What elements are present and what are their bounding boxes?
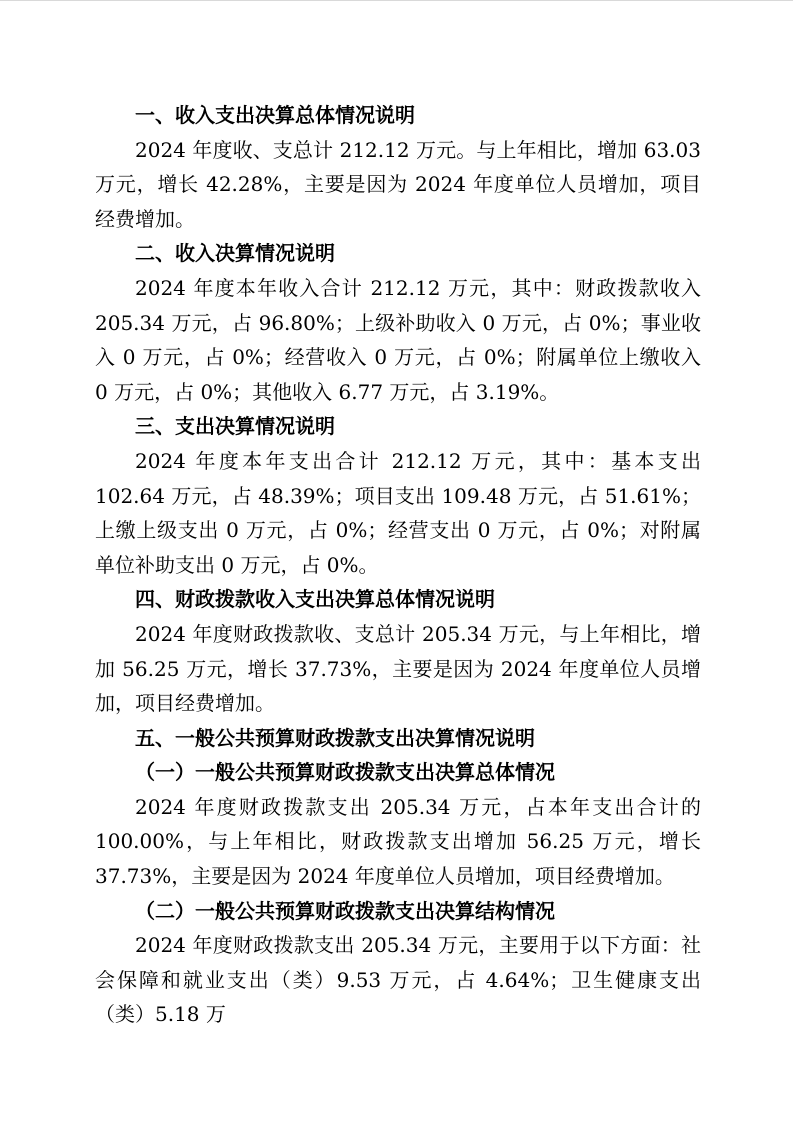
- para-general-budget-overall: 2024 年度财政拨款支出 205.34 万元，占本年支出合计的 100.00%，与上年相比，财政拨款支出增加 56.25 万元，增长 37.73%，主要是因为 2024 年度单位人员增加，项目经费增加。: [95, 794, 701, 889]
- heading-income-expenditure-overview: 一、收入支出决算总体情况说明: [135, 103, 415, 127]
- subheading-general-budget-overall: （一）一般公共预算财政拨款支出决算总体情况: [135, 760, 555, 785]
- document-content: [95, 98, 701, 1032]
- para-fiscal-appropriation-overview: 2024 年度财政拨款收、支总计 205.34 万元，与上年相比，增加 56.25 万元，增长 37.73%，主要是因为 2024 年度单位人员增加，项目经费增加。: [95, 621, 701, 716]
- para-general-budget-structure: 2024 年度财政拨款支出 205.34 万元，主要用于以下方面：社会保障和就业支出（类）9.53 万元，占 4.64%；卫生健康支出（类）5.18 万: [95, 933, 701, 1027]
- heading-fiscal-appropriation-overview: 四、财政拨款收入支出决算总体情况说明: [135, 587, 495, 612]
- heading-expenditure-final-accounts: 三、支出决算情况说明: [135, 414, 335, 439]
- subheading-general-budget-structure: （二）一般公共预算财政拨款支出决算结构情况: [135, 898, 555, 923]
- heading-income-final-accounts: 二、收入决算情况说明: [135, 241, 335, 266]
- para-income-final-accounts: 2024 年度本年收入合计 212.12 万元，其中：财政拨款收入 205.34 万元，占 96.80%；上级补助收入 0 万元，占 0%；事业收入 0 万元，占 0%；经营收入 0 万元，占 0%；附属单位上缴收入 0 万元，占 0%；其他收入 6.77 万元，占 3.19%。: [95, 275, 701, 404]
- para-expenditure-final-accounts: 2024 年度本年支出合计 212.12 万元，其中：基本支出 102.64 万元，占 48.39%；项目支出 109.48 万元，占 51.61%；上缴上级支出 0 万元，占 0%；经营支出 0 万元，占 0%；对附属单位补助支出 0 万元，占 0%。: [95, 448, 701, 577]
- heading-general-public-budget-expenditure: 五、一般公共预算财政拨款支出决算情况说明: [135, 725, 535, 750]
- para-income-expenditure-overview: 2024 年度收、支总计 212.12 万元。与上年相比，增加 63.03 万元，增长 42.28%，主要是因为 2024 年度单位人员增加，项目经费增加。: [95, 137, 701, 231]
